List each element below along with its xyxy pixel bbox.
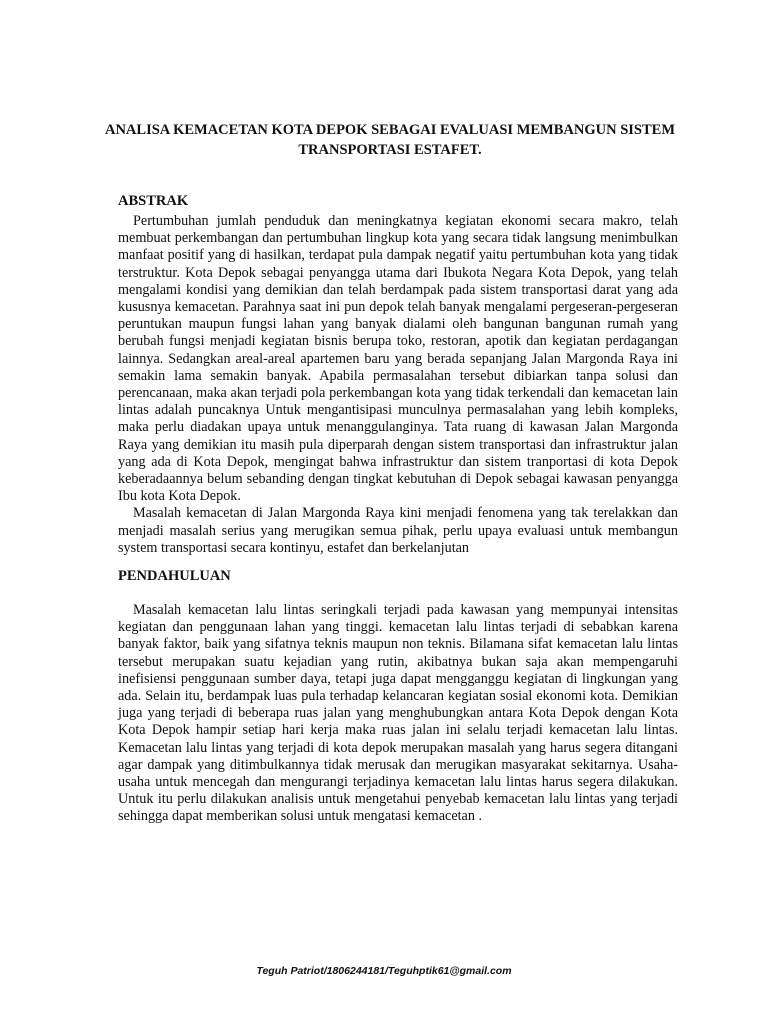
paragraph: Masalah kemacetan di Jalan Margonda Raya kini menjadi fenomena yang tak terelakkan dan menjadi masalah serius yang merugikan semua pihak, perlu upaya evaluasi untuk membangun system transportasi secara kontinyu, estafet dan berkelanjutan: [118, 505, 678, 556]
section-heading-abstrak: ABSTRAK: [118, 193, 189, 209]
paragraph: Masalah kemacetan lalu lintas seringkali terjadi pada kawasan yang mempunyai intensitas kegiatan dan penggunaan lahan yang tinggi. kemacetan lalu lintas terjadi di sebabkan karena banyak faktor, baik yang sifatnya teknis maupun non teknis. Bilamana sifat kemacetan lalu lintas tersebut merupakan suatu kejadian yang rutin, akibatnya bukan saja akan mempengaruhi inefisiensi penggunaan sumber daya, tetapi juga dapat mengganggu kegiatan di lingkungan yang ada. Selain itu, berdampak luas pula terhadap kelancaran kegiatan sosial ekonomi kota. Demikian juga yang terjadi di beberapa ruas jalan yang menghubungkan antara Kota Depok dengan Kota Kota Depok hampir setiap hari kerja maka ruas jalan ini selalu terjadi kemacetan lalu lintas. Kemacetan lalu lintas yang terjadi di kota depok merupakan masalah yang harus segera ditangani agar dampak yang ditimbulkannya tidak merusak dan merugikan masyarakat sekitarnya. Usaha-usaha untuk mencegah dan mengurangi terjadinya kemacetan lalu lintas harus segera dilakukan. Untuk itu perlu dilakukan analisis untuk mengetahui penyebab kemacetan lalu lintas yang terjadi sehingga dapat memberikan solusi untuk mengatasi kemacetan .: [118, 602, 678, 825]
paragraph: Pertumbuhan jumlah penduduk dan meningkatnya kegiatan ekonomi secara makro, telah membuat perkembangan dan pertumbuhan lingkup kota yang secara tidak langsung menimbulkan manfaat positif yang di hasilkan, terdapat pula dampak negatif yaitu pertumbuhan kota yang tidak terstruktur. Kota Depok sebagai penyangga utama dari Ibukota Negara Kota Depok, yang telah mengalami kondisi yang demikian dan telah berdampak pada sistem transportasi darat yang ada kususnya kemacetan. Parahnya saat ini pun depok telah banyak mengalami pergeseran-pergeseran peruntukan maupun fungsi lahan yang banyak dialami oleh bangunan bangunan rumah yang berubah fungsi menjadi kegiatan bisnis berupa toko, restoran, apotik dan kegiatan perdagangan lainnya. Sedangkan areal-areal apartemen baru yang berada sepanjang Jalan Margonda Raya ini semakin lama semakin banyak. Apabila permasalahan tersebut dibiarkan tanpa solusi dan perencanaan, maka akan terjadi pola perkembangan kota yang tidak terkendali dan kemacetan lain lintas adalah puncaknya Untuk mengantisipasi munculnya permasalahan yang lebih kompleks, maka perlu diadakan upaya untuk menanggulanginya. Tata ruang di kawasan Jalan Margonda Raya yang demikian itu masih pula diperparah dengan sistem transportasi dan infrastruktur jalan yang ada di Kota Depok, mengingat bahwa infrastruktur dan sistem tranportasi di kota Depok keberadaannya belum sebanding dengan tingkat kebutuhan di Depok sebagai kawasan penyangga Ibu kota Kota Depok.: [118, 213, 678, 505]
section-heading-pendahuluan: PENDAHULUAN: [118, 568, 231, 584]
document-title: ANALISA KEMACETAN KOTA DEPOK SEBAGAI EVALUASI MEMBANGUN SISTEM TRANSPORTASI ESTAFET.: [104, 122, 676, 158]
section-body-pendahuluan: [118, 602, 678, 826]
section-body-abstrak: [118, 213, 678, 557]
page-footer: Teguh Patriot/1806244181/Teguhptik61@gmail.com: [256, 965, 512, 977]
